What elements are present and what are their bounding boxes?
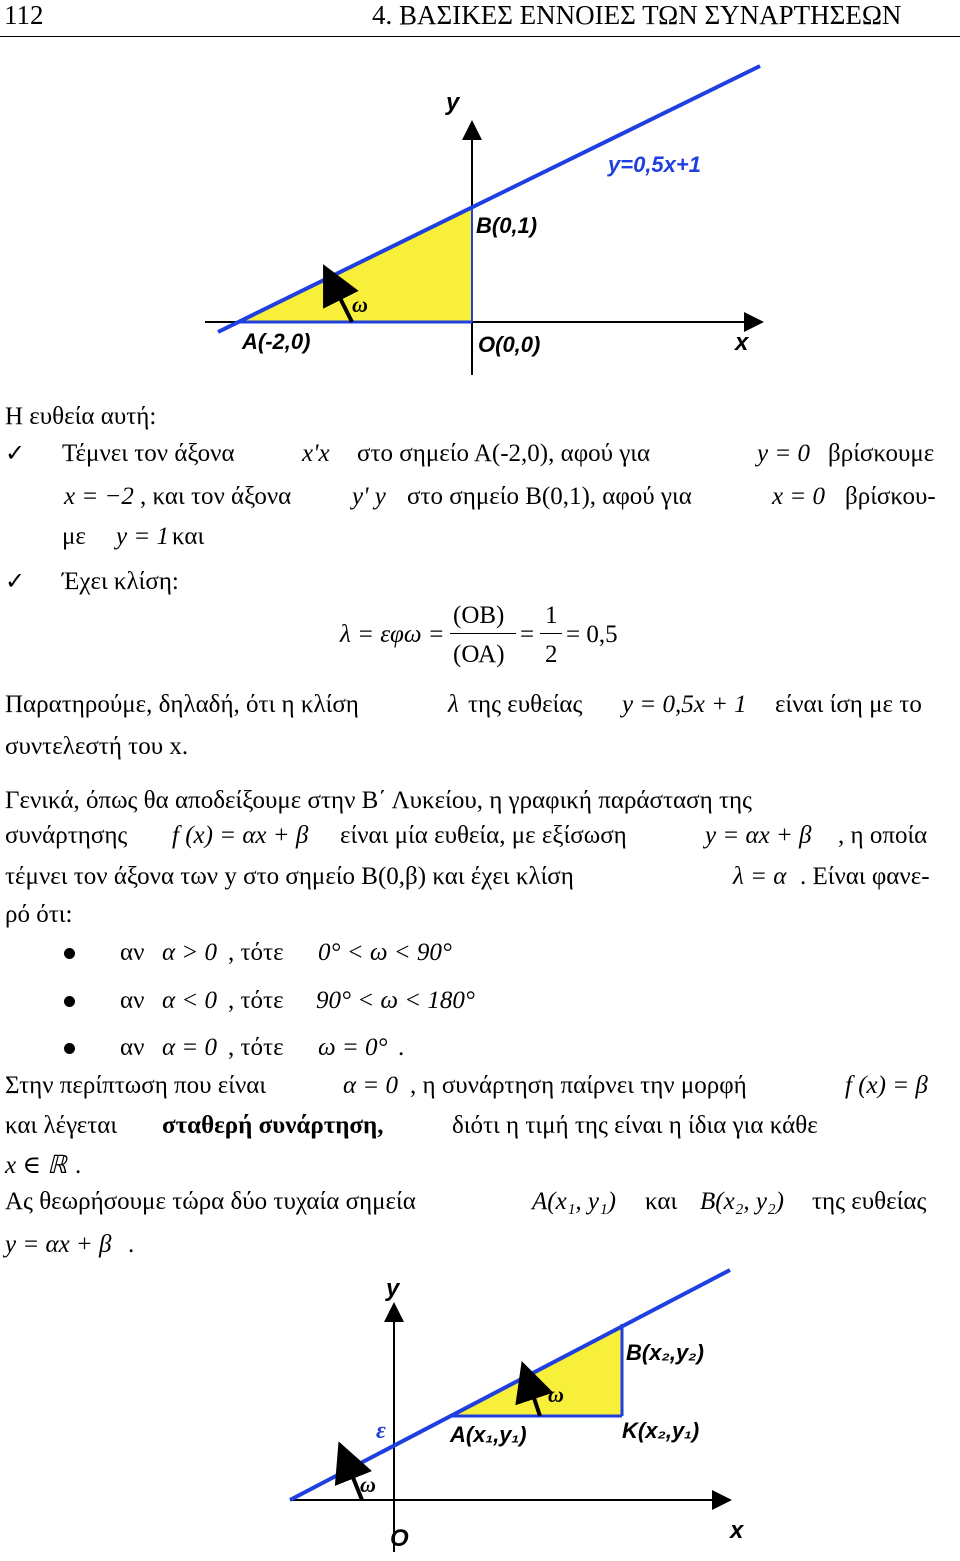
p2-line4: ρό ότι: (5, 901, 73, 928)
case3-a: αν (120, 1034, 145, 1061)
case2-a: αν (120, 987, 145, 1014)
chapter-title: 4. ΒΑΣΙΚΕΣ ΕΝΝΟΙΕΣ ΤΩΝ ΣΥΝΑΡΤΗΣΕΩΝ (372, 0, 902, 30)
b1-line2-c: βρίσκου- (845, 483, 936, 510)
fig1-y-label: y (446, 89, 460, 116)
p4-line2-m: y = αx + β (5, 1231, 112, 1258)
case3-m1: α = 0 (162, 1034, 217, 1061)
fig2-line-name: ε (376, 1418, 386, 1444)
check-icon: ✓ (5, 439, 26, 467)
fig2-point-k: K(x₂,y₁) (622, 1418, 700, 1443)
p2-line1: Γενικά, όπως θα αποδείξουμε στην Β΄ Λυκείου, η γραφική παράσταση της (5, 787, 752, 814)
obs-line2: συντελεστή του x. (5, 733, 189, 760)
p3-line1-a: Στην περίπτωση που είναι (5, 1072, 267, 1099)
p4-line1-c: της ευθείας (812, 1188, 927, 1215)
line-y-05x-1 (218, 66, 760, 332)
p2-line2-a: συνάρτησης (5, 822, 128, 849)
b1-line2-a: , και τον άξονα (140, 483, 292, 510)
b1-line2-b: στο σημείο Β(0,1), αφού για (407, 483, 692, 510)
p2-line3-a: τέμνει τον άξονα των y στο σημείο Β(0,β) και έχει κλίση (5, 863, 574, 890)
p2-line2-b: είναι μία ευθεία, με εξίσωση (340, 822, 627, 849)
p4-line2-dot: . (128, 1231, 135, 1258)
case1-b: , τότε (228, 939, 284, 966)
b1-line2-m2: y' y (352, 483, 386, 510)
formula-den1: (ΟΑ) (453, 641, 505, 668)
b1-line1-a: Τέμνει τον άξονα (62, 440, 235, 467)
p2-line3-b: . Είναι φανε- (800, 863, 930, 890)
b1-line3-a: με (62, 523, 86, 550)
fig2-point-a: A(x₁,y₁) (450, 1422, 527, 1447)
p3-line2-bold: σταθερή συνάρτηση, (162, 1112, 384, 1139)
fig1-point-o: O(0,0) (478, 332, 541, 357)
formula-lhs: λ = εφω = (340, 621, 445, 648)
fig2-angle-top: ω (548, 1382, 564, 1407)
obs-c: είναι ίση με το (775, 691, 922, 718)
fig2-y-label: y (386, 1275, 400, 1302)
p2-line2-m1: f (x) = αx + β (172, 822, 309, 849)
fig2-point-b: B(x₂,y₂) (626, 1340, 704, 1365)
p3-line3-dot: . (75, 1152, 82, 1179)
p3-line1-m1: α = 0 (343, 1072, 398, 1099)
b1-line1-c: βρίσκουμε (828, 440, 935, 467)
b1-line1-m1: x'x (302, 440, 330, 467)
p4-line1-m1: Α(x₁, y₁) (532, 1188, 616, 1215)
p3-line1-m2: f (x) = β (845, 1072, 928, 1099)
b1-line3-m: y = 1 (116, 523, 169, 550)
case1-m2: 0° < ω < 90° (318, 939, 452, 966)
case2-b: , τότε (228, 987, 284, 1014)
p4-line1-b: και (645, 1188, 678, 1215)
formula-rhs: = 0,5 (566, 621, 618, 648)
line-epsilon (290, 1270, 730, 1500)
formula-num2: 1 (545, 602, 558, 629)
bullet-3 (64, 1043, 75, 1054)
p3-line3-m: x ∈ ℝ (5, 1152, 67, 1179)
bullet-2 (64, 996, 75, 1007)
fig2-x-label: x (730, 1517, 744, 1544)
b1-line2-m3: x = 0 (772, 483, 825, 510)
obs-m1: λ (448, 691, 459, 718)
case1-a: αν (120, 939, 145, 966)
b1-line1-m2: y = 0 (757, 440, 810, 467)
fig1-x-label: x (735, 329, 749, 356)
figure-line-slope (0, 50, 960, 390)
case3-b: , τότε (228, 1034, 284, 1061)
case2-m2: 90° < ω < 180° (316, 987, 475, 1014)
p2-line2-c: , η οποία (838, 822, 928, 849)
fig1-point-b: B(0,1) (476, 213, 538, 238)
bullet-1 (64, 948, 75, 959)
intro-text: Η ευθεία αυτή: (5, 403, 157, 430)
fraction-bar-1 (450, 633, 516, 634)
p2-line2-m2: y = αx + β (705, 822, 812, 849)
formula-eq: = (520, 621, 535, 648)
p4-line1-m2: Β(x₂, y₂) (700, 1188, 784, 1215)
obs-a: Παρατηρούμε, δηλαδή, ότι η κλίση (5, 691, 359, 718)
fig2-origin: O (390, 1525, 409, 1552)
p3-line2-a: και λέγεται (5, 1112, 118, 1139)
fig2-angle-bottom: ω (360, 1472, 376, 1497)
case3-dot: . (398, 1034, 405, 1061)
page-number: 112 (4, 0, 44, 30)
obs-m2: y = 0,5x + 1 (622, 691, 747, 718)
p3-line2-b: διότι η τιμή της είναι η ίδια για κάθε (452, 1112, 818, 1139)
case2-m1: α < 0 (162, 987, 217, 1014)
b1-line2-m1: x = −2 (64, 483, 134, 510)
figure-two-points (0, 1262, 960, 1561)
b1-line3-b: και (172, 523, 205, 550)
header-rule (0, 36, 960, 37)
case1-m1: α > 0 (162, 939, 217, 966)
b2-text: Έχει κλίση: (62, 568, 179, 595)
p4-line1-a: Ας θεωρήσουμε τώρα δύο τυχαία σημεία (5, 1188, 416, 1215)
p2-line3-m: λ = α (733, 863, 787, 890)
b1-line1-b: στο σημείο Α(-2,0), αφού για (357, 440, 651, 467)
p3-line1-b: , η συνάρτηση παίρνει την μορφή (410, 1072, 747, 1099)
case3-m2: ω = 0° (318, 1034, 388, 1061)
formula-den2: 2 (545, 641, 558, 668)
fraction-bar-2 (540, 633, 562, 634)
formula-num1: (ΟΒ) (453, 602, 505, 629)
check-icon: ✓ (5, 567, 26, 595)
obs-b: της ευθείας (468, 691, 583, 718)
fig1-angle-label: ω (352, 292, 368, 317)
fig1-point-a: A(-2,0) (242, 329, 311, 354)
fig1-line-label: y=0,5x+1 (608, 152, 701, 177)
